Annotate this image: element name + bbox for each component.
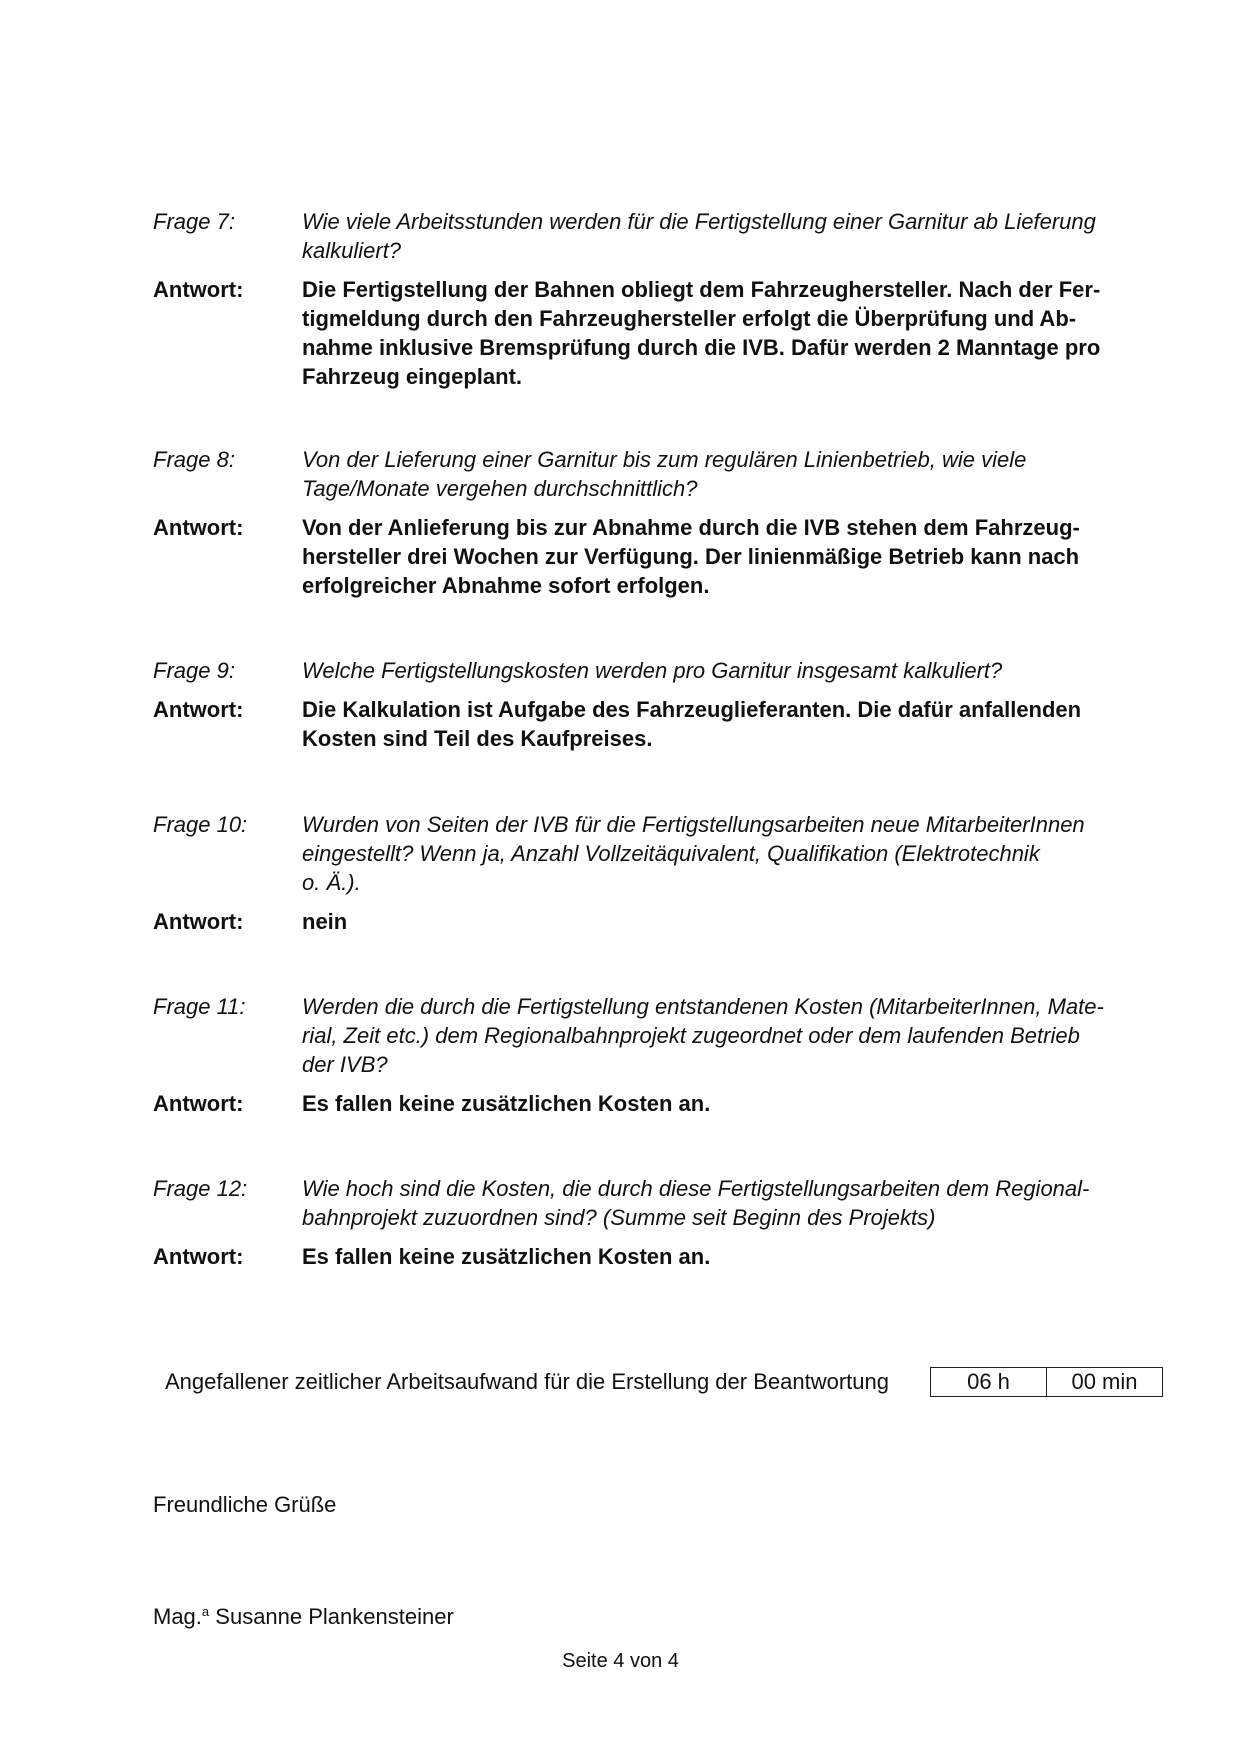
question-text: Werden die durch die Fertigstellung entstandenen Kosten (MitarbeiterInnen, Mate- rial, Zeit etc.) dem Regionalbahnprojekt zugeordnet oder dem laufenden Betrieb der IVB? [302, 994, 1104, 1077]
signature-title-superscript: a [201, 1604, 210, 1619]
work-effort-label: Angefallener zeitlicher Arbeitsaufwand für die Erstellung der Beantwortung [165, 1369, 889, 1394]
question-text: Welche Fertigstellungskosten werden pro Garnitur insgesamt kalkuliert? [302, 658, 1003, 683]
question-label: Frage 10: [153, 812, 248, 837]
qa-block-9 [153, 656, 1143, 753]
answer-label: Antwort: [153, 277, 244, 302]
question-text: Von der Lieferung einer Garnitur bis zum regulären Linienbetrieb, wie viele Tage/Monate vergehen durchschnittlich? [302, 447, 1027, 501]
answer-text: Von der Anlieferung bis zur Abnahme durch die IVB stehen dem Fahrzeug- hersteller drei Wochen zur Verfügung. Der linienmäßige Betrieb kann nach erfolgreicher Abnahme sofort erfolgen. [302, 515, 1080, 598]
work-effort-box [930, 1367, 1163, 1397]
answer-label: Antwort: [153, 515, 244, 540]
answer-label: Antwort: [153, 1244, 244, 1269]
qa-block-11 [153, 992, 1143, 1118]
question-label: Frage 12: [153, 1176, 248, 1201]
question-text: Wie hoch sind die Kosten, die durch diese Fertigstellungsarbeiten dem Regional- bahnprojekt zuzuordnen sind? (Summe seit Beginn des Projekts) [302, 1176, 1090, 1230]
answer-row [153, 1242, 1143, 1271]
question-row [153, 207, 1143, 265]
answer-label: Antwort: [153, 697, 244, 722]
answer-text: Die Fertigstellung der Bahnen obliegt dem Fahrzeughersteller. Nach der Fer- tigmeldung durch den Fahrzeughersteller erfolgt die Überprüfung und Ab- nahme inklusive Bremsprüfung durch die IVB. Dafür werden 2 Manntage pro Fahrzeug eingeplant. [302, 277, 1101, 389]
question-row [153, 656, 1143, 685]
answer-row [153, 907, 1143, 936]
qa-block-12 [153, 1174, 1143, 1271]
question-label: Frage 7: [153, 209, 235, 234]
answer-row [153, 695, 1143, 753]
work-effort-minutes: 00 min [1046, 1368, 1162, 1396]
answer-row [153, 513, 1143, 600]
answer-label: Antwort: [153, 1091, 244, 1116]
question-text: Wurden von Seiten der IVB für die Fertigstellungsarbeiten neue MitarbeiterInnen eingestellt? Wenn ja, Anzahl Vollzeitäquivalent, Qualifikation (Elektrotechnik o. Ä.). [302, 812, 1085, 895]
work-effort-hours: 06 h [967, 1369, 1010, 1394]
work-effort-row [165, 1367, 1163, 1397]
signature-name: Susanne Plankensteiner [215, 1604, 454, 1629]
question-label: Frage 8: [153, 447, 235, 472]
answer-text: nein [302, 909, 348, 934]
answer-label: Antwort: [153, 909, 244, 934]
qa-block-10 [153, 810, 1143, 936]
signature [153, 1604, 454, 1630]
page-number: Seite 4 von 4 [562, 1650, 679, 1672]
question-row [153, 1174, 1143, 1232]
answer-text: Es fallen keine zusätzlichen Kosten an. [302, 1091, 711, 1116]
question-label: Frage 11: [153, 994, 246, 1019]
signature-title: Mag. [153, 1604, 202, 1629]
answer-text: Die Kalkulation ist Aufgabe des Fahrzeuglieferanten. Die dafür anfallenden Kosten sind Teil des Kaufpreises. [302, 697, 1082, 751]
answer-row [153, 1089, 1143, 1118]
answer-text: Es fallen keine zusätzlichen Kosten an. [302, 1244, 711, 1269]
answer-row [153, 275, 1143, 391]
question-row [153, 445, 1143, 503]
question-label: Frage 9: [153, 658, 235, 683]
question-row [153, 810, 1143, 897]
qa-block-7 [153, 207, 1143, 391]
question-row [153, 992, 1143, 1079]
qa-block-8 [153, 445, 1143, 600]
question-text: Wie viele Arbeitsstunden werden für die Fertigstellung einer Garnitur ab Lieferung kalkuliert? [302, 209, 1096, 263]
closing-greeting: Freundliche Grüße [153, 1492, 337, 1517]
